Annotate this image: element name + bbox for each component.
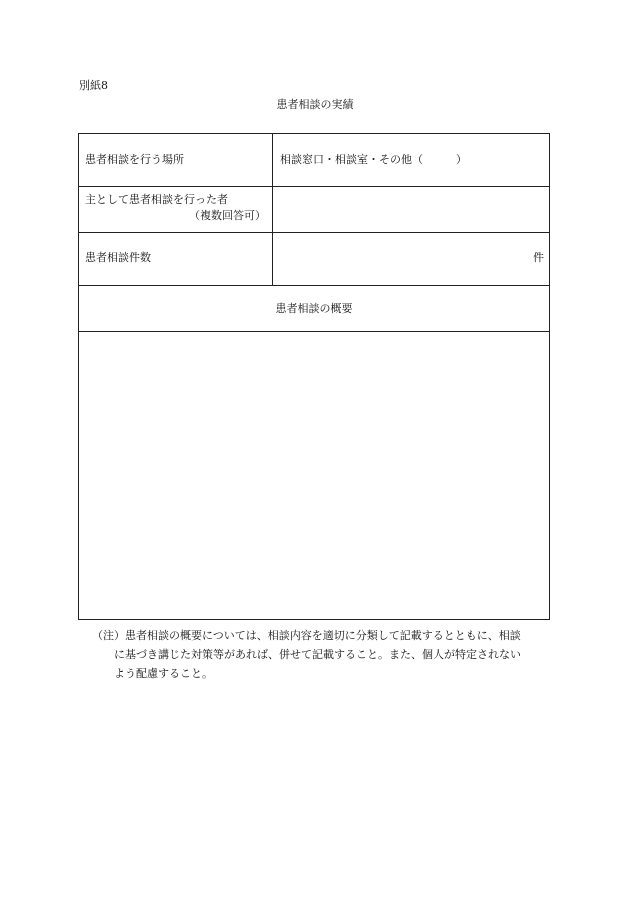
note-line: 患者相談の概要については、相談内容を適切に分類して記載するとともに、相談 (125, 629, 521, 642)
row-divider (79, 285, 549, 286)
note-line: に基づき講じた対策等があれば、併せて記載すること。また、個人が特定されない (114, 648, 521, 661)
person-sublabel: （複数回答可） (189, 209, 266, 222)
count-value-field[interactable] (280, 233, 548, 284)
attachment-number: 別紙8 (79, 79, 108, 92)
document-title: 患者相談の実績 (276, 98, 354, 111)
note-mark: （注） (92, 629, 125, 642)
place-label: 患者相談を行う場所 (85, 153, 184, 166)
summary-header: 患者相談の概要 (275, 302, 353, 315)
summary-body-field[interactable] (85, 338, 543, 614)
count-label: 患者相談件数 (85, 251, 151, 264)
consultation-form-table (78, 133, 550, 620)
place-value-field[interactable]: 相談窓口・相談室・その他（ ） (280, 153, 467, 166)
count-unit: 件 (533, 251, 544, 264)
note-line: よう配慮すること。 (114, 667, 213, 680)
person-label: 主として患者相談を行った者 (85, 193, 228, 206)
person-value-field[interactable] (280, 187, 548, 231)
row-divider (79, 331, 549, 332)
column-divider (272, 134, 273, 286)
